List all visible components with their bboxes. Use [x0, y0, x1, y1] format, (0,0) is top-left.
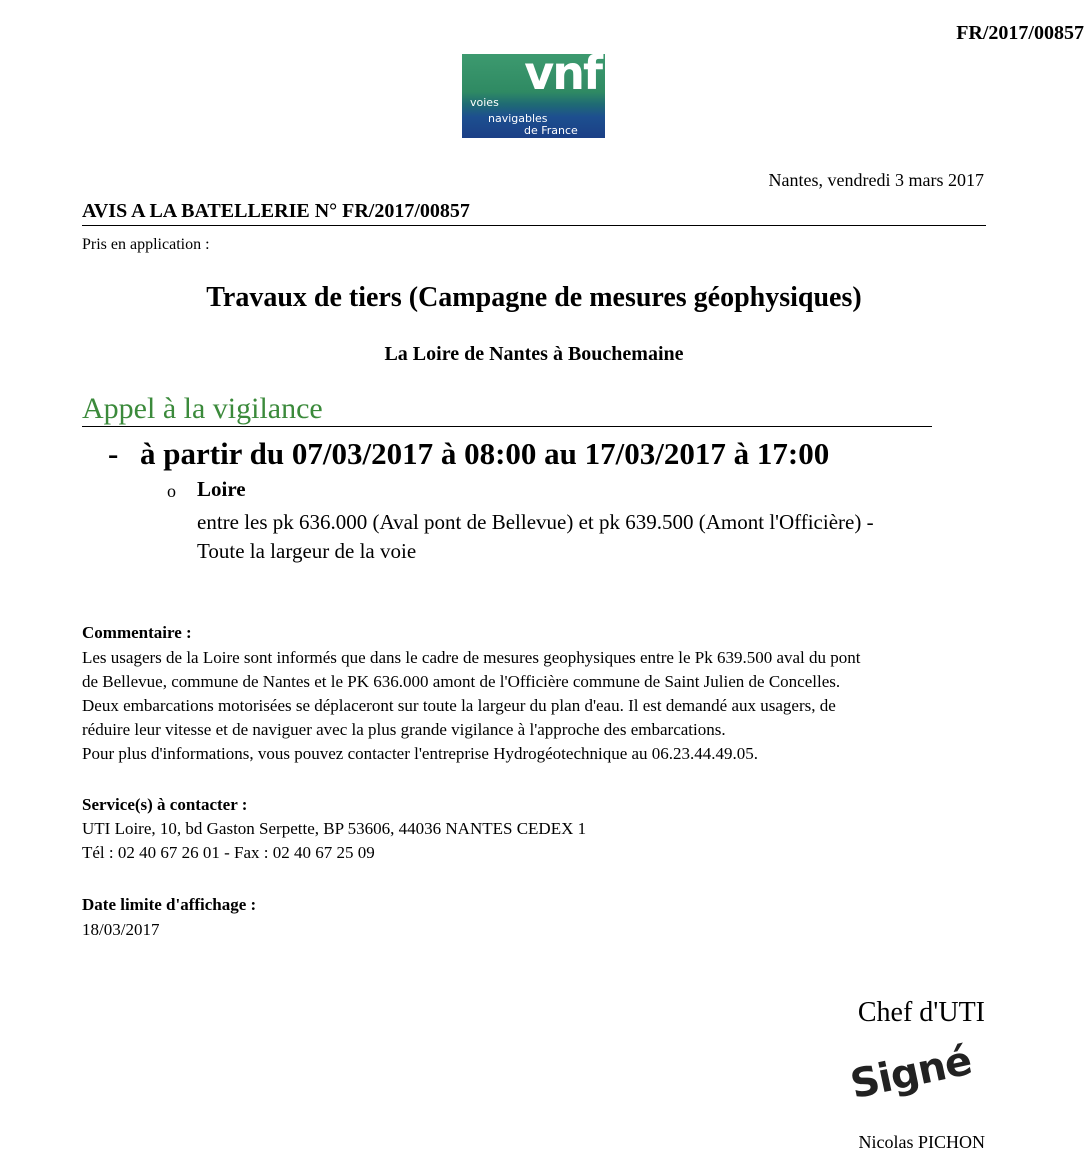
services-body [82, 817, 986, 865]
services-label: Service(s) à contacter : [82, 795, 248, 814]
signature-stamp: Signé [846, 1037, 976, 1109]
commentaire-label: Commentaire : [82, 623, 192, 642]
main-title: Travaux de tiers (Campagne de mesures géophysiques) [206, 282, 862, 313]
logo-line-1: voies [470, 96, 499, 109]
period-text: à partir du 07/03/2017 à 08:00 au 17/03/2017 à 17:00 [140, 436, 830, 471]
waterway-description [197, 508, 1017, 566]
commentaire-body [82, 646, 986, 766]
commentaire-line: Pour plus d'informations, vous pouvez contacter l'entreprise Hydrogéotechnique au 06.23.44.49.05. [82, 744, 759, 763]
logo-line-2: navigables [488, 112, 548, 125]
period-line [108, 436, 829, 472]
commentaire-line: Deux embarcations motorisées se déplaceront sur toute la largeur du plan d'eau. Il est demandé aux usagers, de [82, 696, 836, 715]
waterway-name: Loire [197, 477, 246, 501]
services-line: Tél : 02 40 67 26 01 - Fax : 02 40 67 25 09 [82, 843, 375, 862]
logo-brand: vnf [524, 54, 601, 100]
vnf-logo [462, 54, 605, 138]
commentaire-line: réduire leur vitesse et de naviguer avec la plus grande vigilance à l'approche des embarcations. [82, 720, 726, 739]
date-limite-value: 18/03/2017 [82, 920, 160, 939]
waterway-bullet: o [167, 481, 176, 501]
date-place: Nantes, vendredi 3 mars 2017 [768, 170, 984, 190]
commentaire-line: Les usagers de la Loire sont informés que dans le cadre de mesures geophysiques entre le Pk 639.500 aval du pont [82, 648, 861, 667]
signatory-name: Nicolas PICHON [858, 1132, 985, 1152]
services-line: UTI Loire, 10, bd Gaston Serpette, BP 53606, 44036 NANTES CEDEX 1 [82, 819, 587, 838]
waterway-line-2: Toute la largeur de la voie [197, 539, 417, 563]
location-title: La Loire de Nantes à Bouchemaine [384, 343, 684, 365]
appel-vigilance-heading: Appel à la vigilance [82, 392, 932, 427]
avis-title: AVIS A LA BATELLERIE N° FR/2017/00857 [82, 200, 986, 226]
pris-en-application: Pris en application : [82, 236, 210, 253]
document-reference: FR/2017/00857 [956, 22, 1084, 44]
period-dash: - [108, 436, 119, 471]
date-limite-label: Date limite d'affichage : [82, 895, 257, 914]
signatory-title: Chef d'UTI [857, 997, 985, 1028]
logo-line-3: de France [524, 124, 578, 137]
commentaire-line: de Bellevue, commune de Nantes et le PK 636.000 amont de l'Officière commune de Saint Julien de Concelles. [82, 672, 841, 691]
waterway-line-1: entre les pk 636.000 (Aval pont de Bellevue) et pk 639.500 (Amont l'Officière) - [197, 510, 874, 534]
